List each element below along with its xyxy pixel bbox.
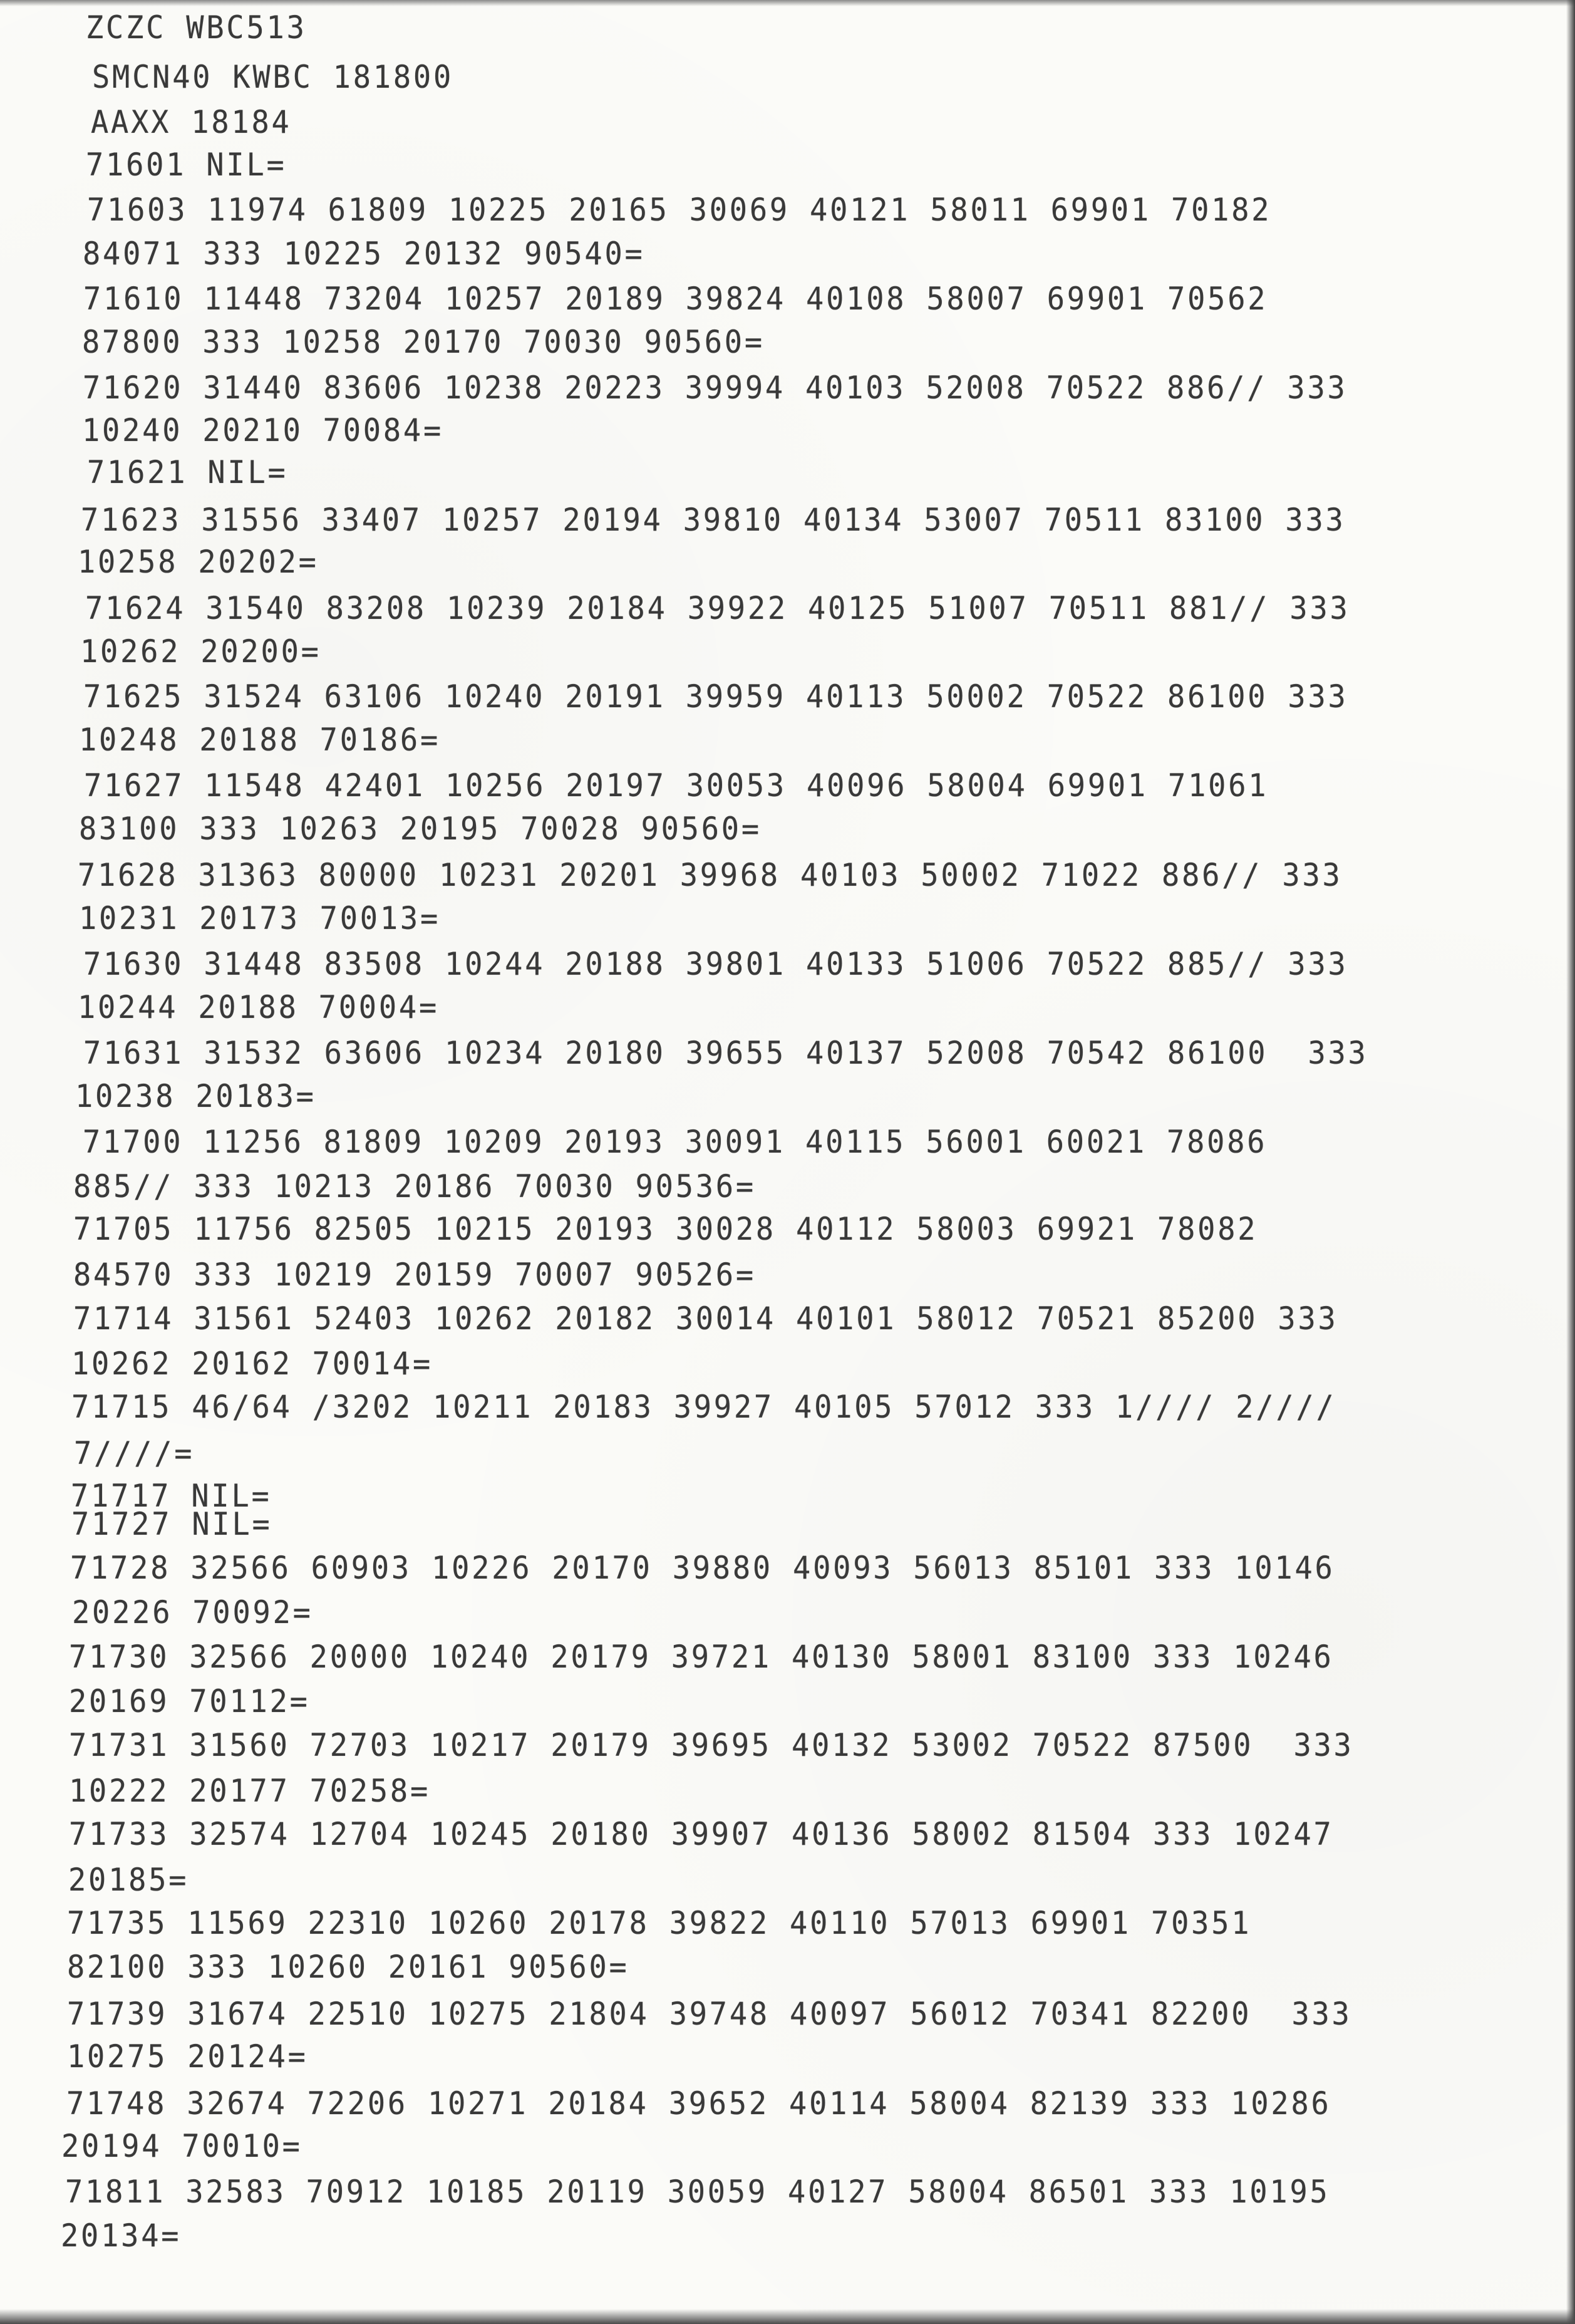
telex-line: 885// 333 10213 20186 70030 90536= xyxy=(73,1168,756,1205)
telex-line: 71628 31363 80000 10231 20201 39968 40103 50002 71022 886// 333 xyxy=(78,857,1343,893)
telex-line: 71731 31560 72703 10217 20179 39695 40132 53002 70522 87500 333 xyxy=(69,1727,1354,1763)
telex-line: 71811 32583 70912 10185 20119 30059 40127 58004 86501 333 10195 xyxy=(65,2174,1330,2210)
telex-line: 7////= xyxy=(74,1435,195,1471)
telex-line: 71621 NIL= xyxy=(87,454,288,490)
telex-line: 87800 333 10258 20170 70030 90560= xyxy=(82,324,765,360)
telex-line: 71728 32566 60903 10226 20170 39880 40093 56013 85101 333 10146 xyxy=(70,1550,1335,1586)
telex-line: 10248 20188 70186= xyxy=(79,722,441,758)
telex-line: 71739 31674 22510 10275 21804 39748 40097 56012 70341 82200 333 xyxy=(67,1996,1352,2032)
telex-line: 71733 32574 12704 10245 20180 39907 40136 58002 81504 333 10247 xyxy=(69,1816,1334,1852)
telex-line: 10262 20162 70014= xyxy=(71,1346,433,1382)
telex-line: 20134= xyxy=(61,2218,182,2254)
telex-line: 10240 20210 70084= xyxy=(82,412,444,449)
telex-line: 10238 20183= xyxy=(75,1078,316,1114)
telex-line: 71715 46/64 /3202 10211 20183 39927 40105 57012 333 1//// 2//// xyxy=(71,1389,1336,1425)
telex-line: 10231 20173 70013= xyxy=(79,900,441,936)
telex-line: ZCZC WBC513 xyxy=(86,9,307,46)
telex-line: 71627 11548 42401 10256 20197 30053 40096 58004 69901 71061 xyxy=(84,767,1269,804)
telex-line: 71705 11756 82505 10215 20193 30028 40112 58003 69921 78082 xyxy=(73,1211,1258,1247)
telex-line: 71624 31540 83208 10239 20184 39922 40125 51007 70511 881// 333 xyxy=(85,590,1350,626)
telex-line: 71603 11974 61809 10225 20165 30069 40121 58011 69901 70182 xyxy=(87,192,1272,228)
telex-line: 71717 NIL= xyxy=(71,1478,272,1514)
telex-line: 20185= xyxy=(68,1862,189,1898)
telex-line: 71700 11256 81809 10209 20193 30091 40115 56001 60021 78086 xyxy=(83,1124,1268,1160)
telex-line: 71748 32674 72206 10271 20184 39652 40114 58004 82139 333 10286 xyxy=(66,2085,1331,2122)
telex-line: 71610 11448 73204 10257 20189 39824 40108 58007 69901 70562 xyxy=(83,281,1268,317)
telex-line: 71625 31524 63106 10240 20191 39959 40113 50002 70522 86100 333 xyxy=(83,678,1348,715)
telex-line: 84570 333 10219 20159 70007 90526= xyxy=(73,1257,756,1293)
telex-line: 71601 NIL= xyxy=(86,147,287,183)
telex-line: 71631 31532 63606 10234 20180 39655 40137 52008 70542 86100 333 xyxy=(83,1035,1368,1071)
telex-line: 10275 20124= xyxy=(67,2038,308,2075)
telex-line: 71735 11569 22310 10260 20178 39822 40110 57013 69901 70351 xyxy=(67,1905,1252,1941)
telex-line: 83100 333 10263 20195 70028 90560= xyxy=(79,811,762,847)
telex-line: 10258 20202= xyxy=(78,544,319,580)
telex-line: 71727 NIL= xyxy=(71,1506,272,1542)
telex-line: 10222 20177 70258= xyxy=(69,1773,431,1809)
telex-line: 84071 333 10225 20132 90540= xyxy=(83,236,645,272)
telex-line: 71620 31440 83606 10238 20223 39994 40103 52008 70522 886// 333 xyxy=(83,370,1348,406)
telex-line: 20194 70010= xyxy=(61,2128,302,2164)
telex-line: 10262 20200= xyxy=(80,633,321,670)
telex-line: 71714 31561 52403 10262 20182 30014 40101 58012 70521 85200 333 xyxy=(73,1300,1338,1337)
telex-line: 71630 31448 83508 10244 20188 39801 40133 51006 70522 885// 333 xyxy=(83,946,1348,982)
telex-line: 82100 333 10260 20161 90560= xyxy=(67,1949,629,1985)
telex-line: AAXX 18184 xyxy=(91,104,292,140)
telex-line: 20226 70092= xyxy=(72,1594,313,1631)
telex-line: 71730 32566 20000 10240 20179 39721 40130 58001 83100 333 10246 xyxy=(69,1639,1334,1675)
telex-line: 10244 20188 70004= xyxy=(78,989,440,1025)
telex-line: 71623 31556 33407 10257 20194 39810 40134 53007 70511 83100 333 xyxy=(81,502,1346,538)
telex-line: 20169 70112= xyxy=(69,1683,310,1720)
telex-line: SMCN40 KWBC 181800 xyxy=(92,59,454,95)
